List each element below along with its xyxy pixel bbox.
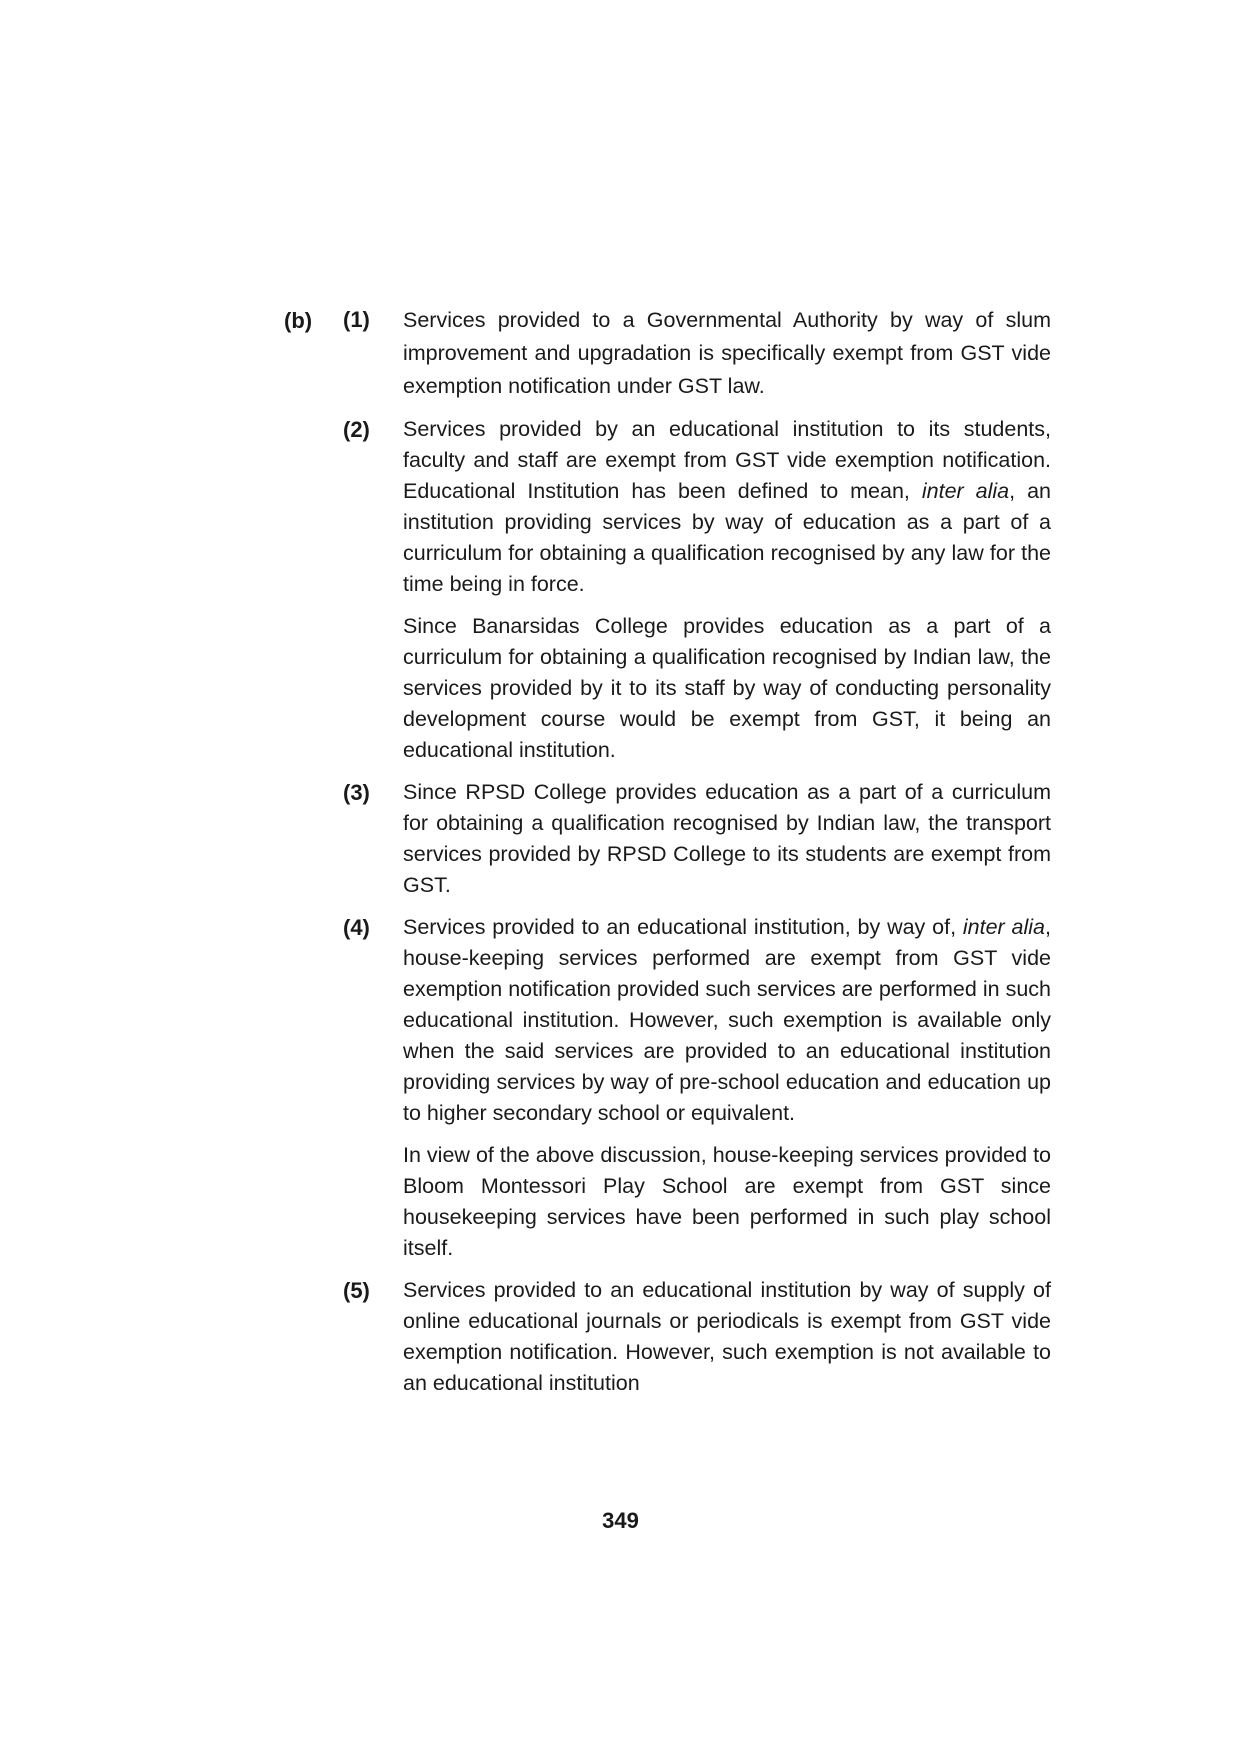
italic-term: inter alia	[921, 479, 1010, 503]
paragraph-text: Services provided to an educational institution, by way of,	[403, 915, 957, 939]
page-number: 349	[602, 1508, 639, 1533]
paragraph	[403, 912, 1051, 1129]
paragraph	[403, 414, 1051, 600]
paragraph: Since Banarsidas College provides education as a part of a curriculum for obtaining a qualification recognised by Indian law, the services provided by it to its staff by way of conducting personality development course would be exempt from GST, it being an educational institution.	[403, 614, 1051, 762]
paragraph: In view of the above discussion, house-keeping services provided to Bloom Montessori Play School are exempt from GST since housekeeping services have been performed in such play school itself.	[403, 1143, 1051, 1260]
item-body	[403, 414, 1051, 766]
item-body	[403, 777, 1051, 901]
item-number: (1)	[343, 307, 370, 332]
list-item	[343, 304, 1051, 403]
answer-items	[343, 304, 1051, 1410]
item-number: (2)	[343, 417, 370, 442]
item-number: (3)	[343, 780, 370, 805]
item-body	[403, 1275, 1051, 1399]
list-item	[343, 777, 1051, 901]
paragraph: Services provided to a Governmental Authority by way of slum improvement and upgradation is specifically exempt from GST vide exemption notification under GST law.	[403, 308, 1051, 398]
item-number: (5)	[343, 1278, 370, 1303]
item-number: (4)	[343, 915, 370, 940]
section-label: (b)	[284, 308, 313, 333]
list-item	[343, 414, 1051, 766]
paragraph-text: Services provided by an educational institution to its students, faculty and staff are exempt from GST vide exemption notification. Educational Institution has been defined to mean,	[403, 417, 1051, 503]
paragraph-text: , house-keeping services performed are exempt from GST vide exemption notification provided such services are performed in such educational institution. However, such exemption is available only when the said services are provided to an educational institution providing services by way of pre-school education and education up to higher secondary school or equivalent.	[403, 915, 1051, 1125]
list-item	[343, 1275, 1051, 1399]
list-item	[343, 912, 1051, 1264]
paragraph: Services provided to an educational institution by way of supply of online educational journals or periodicals is exempt from GST vide exemption notification. However, such exemption is not available to an educational institution	[403, 1278, 1051, 1395]
item-body	[403, 304, 1051, 403]
paragraph-text: , an institution providing services by way of education as a part of a curriculum for obtaining a qualification recognised by any law for the time being in force.	[403, 479, 1051, 596]
paragraph: Since RPSD College provides education as a part of a curriculum for obtaining a qualification recognised by Indian law, the transport services provided by RPSD College to its students are exempt from GST.	[403, 780, 1051, 897]
italic-term: inter alia	[962, 915, 1046, 939]
item-body	[403, 912, 1051, 1264]
